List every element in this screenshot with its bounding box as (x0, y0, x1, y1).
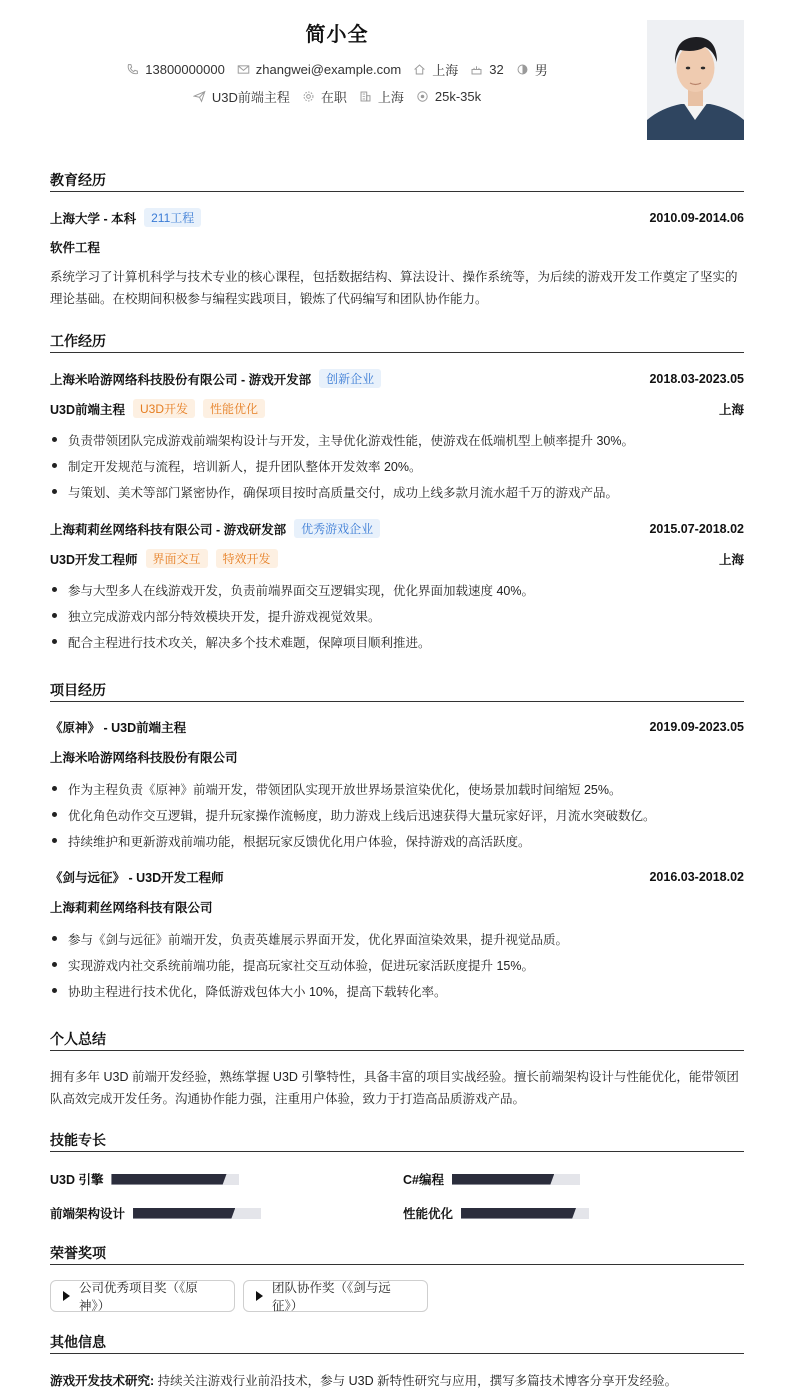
job-role-row (50, 399, 744, 418)
major-name: 软件工程 (50, 241, 101, 255)
coin-icon (416, 90, 429, 103)
skill-bar-fill (461, 1208, 576, 1219)
job-bullet: 负责带领团队完成游戏前端架构设计与开发，主导优化游戏性能，使游戏在低端机型上帧率提升 30%。 (50, 431, 744, 449)
play-icon (256, 1291, 263, 1301)
other-title: 其他信息 (50, 1334, 106, 1350)
skill-tag: 性能优化 (203, 399, 265, 418)
skills-section (50, 1130, 744, 1152)
section-divider (50, 352, 744, 353)
summary-title: 个人总结 (50, 1031, 106, 1047)
candidate-name: 简小全 (305, 24, 369, 46)
section-divider (50, 191, 744, 192)
skill-bar-fill (111, 1174, 226, 1185)
status-info (302, 87, 347, 106)
status-text: 在职 (320, 90, 347, 105)
job-city: 上海 (718, 402, 744, 417)
project-company-row (50, 748, 744, 766)
company-tag: 创新企业 (319, 369, 381, 388)
job-date: 2018.03-2023.05 (649, 371, 744, 386)
gender-text: 男 (534, 63, 548, 78)
phone-text: 13800000000 (145, 62, 225, 77)
projects-section (50, 680, 744, 702)
skill-item (50, 1170, 239, 1188)
job-intent-row (50, 87, 624, 106)
work-section (50, 331, 744, 353)
project-company: 上海米哈游网络科技股份有限公司 (50, 751, 238, 765)
company-tag: 优秀游戏企业 (294, 519, 380, 538)
location-info (413, 60, 458, 79)
company-name: 上海米哈游网络科技股份有限公司 - 游戏开发部 (50, 372, 312, 387)
project-name: 《剑与远征》 - U3D开发工程师 (50, 871, 224, 885)
home-icon (413, 63, 426, 76)
education-title: 教育经历 (50, 172, 106, 188)
projects-title: 项目经历 (50, 682, 106, 698)
job-company-row (50, 519, 744, 538)
skill-item (403, 1170, 580, 1188)
position-text: U3D前端主程 (211, 90, 290, 105)
target-city-info (359, 87, 404, 106)
job-bullet: 参与大型多人在线游戏开发，负责前端界面交互逻辑实现，优化界面加载速度 40%。 (50, 581, 744, 599)
skill-bar (111, 1174, 239, 1185)
phone-icon (126, 63, 139, 76)
skill-name: 性能优化 (403, 1207, 454, 1221)
project-bullet: 协助主程进行技术优化，降低游戏包体大小 10%，提高下载转化率。 (50, 982, 744, 1000)
education-date: 2010.09-2014.06 (649, 210, 744, 225)
job-date: 2015.07-2018.02 (649, 521, 744, 536)
building-icon (359, 90, 372, 103)
age-text: 32 (489, 62, 504, 77)
skill-bar (452, 1174, 580, 1185)
section-divider (50, 1353, 744, 1354)
section-divider (50, 701, 744, 702)
job-bullet: 与策划、美术等部门紧密协作，确保项目按时高质量交付，成功上线多款月流水超千万的游戏产品。 (50, 483, 744, 501)
job-role: U3D前端主程 (50, 402, 126, 417)
gender-info (516, 60, 548, 79)
location-text: 上海 (432, 63, 459, 78)
award-item[interactable] (50, 1280, 235, 1312)
project-bullet: 参与《剑与远征》前端开发，负责英雄展示界面开发，优化界面渲染效果，提升视觉品质。 (50, 930, 744, 948)
age-info (470, 62, 503, 77)
gender-icon (516, 63, 529, 76)
phone-info (126, 62, 225, 77)
awards-section (50, 1243, 744, 1265)
skill-item (50, 1204, 261, 1222)
project-bullet: 作为主程负责《原神》前端开发，带领团队实现开放世界场景渲染优化，使场景加载时间缩短 25%。 (50, 780, 744, 798)
skill-bar (461, 1208, 589, 1219)
major-row (50, 238, 744, 256)
skill-bar-fill (133, 1208, 235, 1219)
section-divider (50, 1050, 744, 1051)
education-header-row (50, 208, 744, 227)
other-section (50, 1332, 744, 1354)
section-divider (50, 1151, 744, 1152)
skill-name: U3D 引擎 (50, 1173, 104, 1187)
email-text: zhangwei@example.com (255, 62, 402, 77)
job-bullet: 配合主程进行技术攻关，解决多个技术难题，保障项目顺利推进。 (50, 633, 744, 651)
job-bullet: 独立完成游戏内部分特效模块开发，提升游戏视觉效果。 (50, 607, 744, 625)
email-info (237, 62, 401, 77)
target-city-text: 上海 (377, 90, 404, 105)
other-text: 持续关注游戏行业前沿技术，参与 U3D 新特性研究与应用，撰写多篇技术博客分享开发经验。 (157, 1374, 678, 1388)
job-company-row (50, 369, 744, 388)
award-label: 公司优秀项目奖（《原神》） (79, 1281, 198, 1313)
education-description: 系统学习了计算机科学与技术专业的核心课程，包括数据结构、算法设计、操作系统等，为后续的游戏开发工作奠定了坚实的理论基础。在校期间积极参与编程实践项目，锻炼了代码编写和团队协作能力。 (50, 270, 738, 306)
project-bullet: 优化角色动作交互逻辑，提升玩家操作流畅度，助力游戏上线后迅速获得大量玩家好评，月流水突破数亿。 (50, 806, 744, 824)
mail-icon (237, 63, 250, 76)
cake-icon (470, 63, 483, 76)
job-bullet: 制定开发规范与流程，培训新人，提升团队整体开发效率 20%。 (50, 457, 744, 475)
awards-title: 荣誉奖项 (50, 1245, 106, 1261)
other-label: 游戏开发技术研究: (50, 1374, 155, 1388)
gear-icon (302, 90, 315, 103)
skill-tag: 界面交互 (146, 549, 208, 568)
salary-text: 25k-35k (434, 89, 482, 104)
profile-photo (647, 20, 744, 140)
project-header-row (50, 868, 744, 886)
project-bullet: 实现游戏内社交系统前端功能，提高玩家社交互动体验，促进玩家活跃度提升 15%。 (50, 956, 744, 974)
project-header-row (50, 718, 744, 736)
summary-text: 拥有多年 U3D 前端开发经验，熟练掌握 U3D 引擎特性，具备丰富的项目实战经验。擅长前端架构设计与性能优化，能带领团队高效完成开发任务。沟通协作能力强，注重用户体验，致力于打造高品质游戏产品。 (50, 1070, 739, 1106)
job-role-row (50, 549, 744, 568)
skill-tag: 特效开发 (216, 549, 278, 568)
resume-header (50, 0, 744, 160)
skill-bar-fill (452, 1174, 554, 1185)
skill-bar (133, 1208, 261, 1219)
award-item[interactable] (243, 1280, 428, 1312)
project-date: 2019.09-2023.05 (649, 720, 744, 734)
salary-info (416, 89, 481, 104)
award-label: 团队协作奖（《剑与远征》） (272, 1281, 391, 1313)
education-section (50, 170, 744, 192)
section-divider (50, 1264, 744, 1265)
company-name: 上海莉莉丝网络科技有限公司 - 游戏研发部 (50, 522, 287, 537)
project-bullet: 持续维护和更新游戏前端功能，根据玩家反馈优化用户体验，保持游戏的高活跃度。 (50, 832, 744, 850)
skill-item (403, 1204, 589, 1222)
resume-page (50, 0, 744, 1399)
skills-title: 技能专长 (50, 1132, 106, 1148)
project-company: 上海莉莉丝网络科技有限公司 (50, 901, 213, 915)
school-tag: 211工程 (144, 208, 201, 227)
other-info-line (50, 1371, 744, 1389)
project-date: 2016.03-2018.02 (649, 870, 744, 884)
send-icon (193, 90, 206, 103)
project-name: 《原神》 - U3D前端主程 (50, 721, 187, 735)
project-company-row (50, 898, 744, 916)
job-city: 上海 (718, 552, 744, 567)
work-title: 工作经历 (50, 333, 106, 349)
job-role: U3D开发工程师 (50, 552, 138, 567)
school-name: 上海大学 - 本科 (50, 211, 137, 226)
skill-name: C#编程 (403, 1173, 444, 1187)
awards-list (50, 1280, 744, 1312)
summary-section (50, 1029, 744, 1051)
play-icon (63, 1291, 70, 1301)
position-info (193, 87, 290, 106)
skill-name: 前端架构设计 (50, 1207, 126, 1221)
contact-row (50, 60, 624, 79)
skill-tag: U3D开发 (133, 399, 195, 418)
